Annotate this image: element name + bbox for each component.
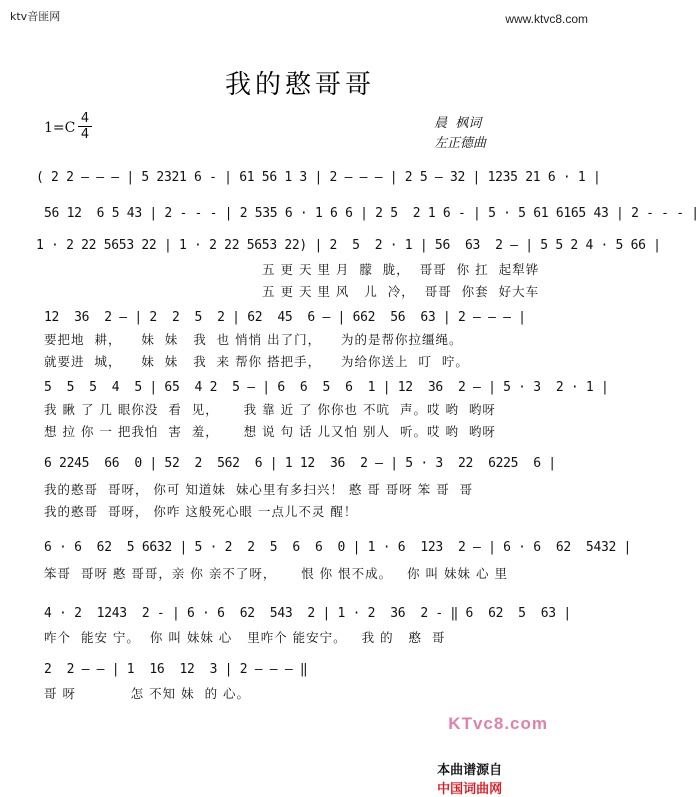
time-signature-top: 4 [80, 111, 90, 126]
lyrics-line-6-verse-2: 我的憨哥 哥呀， 你咋 这般死心眼 一点儿不灵 醒！ [44, 504, 358, 519]
score-line-5: 5 5 5 4 5 | 65 4 2 5 — | 6 6 5 6 1 | 12 36 2 — | 5 · 3 2 · 1 | [44, 380, 609, 395]
lyricist-credit: 晨 枫词 [434, 116, 482, 131]
score-line-1: ( 2 2 — — — | 5 2321 6 - | 61 56 1 3 | 2 — — — | 2 5 — 32 | 1235 21 6 · 1 | [36, 170, 601, 185]
lyrics-line-9: 哥 呀 怎 不知 妹 的 心。 [44, 686, 251, 701]
time-signature-bottom: 4 [80, 127, 90, 142]
lyrics-line-4-verse-1: 要把地 耕， 妹 妹 我 也 悄悄 出了门， 为的是帮你拉缰绳。 [44, 332, 463, 347]
time-signature [78, 112, 92, 141]
watermark-logo: KTvc8.com [448, 714, 548, 733]
key-signature: 1=C [44, 120, 76, 136]
score-line-6: 6 2245 66 0 | 52 2 562 6 | 1 12 36 2 — | 5 · 3 22 6225 6 | [44, 456, 556, 471]
song-title: 我的憨哥哥 [224, 70, 375, 100]
composer-credit: 左正德曲 [434, 136, 487, 151]
score-line-3: 1 · 2 22 5653 22 | 1 · 2 22 5653 22) | 2 5 2 · 1 | 56 63 2 — | 5 5 2 4 · 5 66 | [36, 238, 661, 253]
lyrics-line-3-verse-1: 五 更 天 里 月 朦 胧， 哥哥 你 扛 起犁铧 [262, 262, 540, 277]
lyrics-line-8: 咋个 能安 宁。 你 叫 妹妹 心 里咋个 能安宁。 我 的 憨 哥 [44, 630, 446, 645]
watermark-top-left: ktv音匪网 [10, 10, 61, 23]
footer-site-link[interactable]: 中国词曲网 [437, 782, 503, 797]
score-line-9: 2 2 — — | 1 16 12 3 | 2 — — — ‖ [44, 662, 308, 677]
lyrics-line-4-verse-2: 就要进 城， 妹 妹 我 来 帮你 搭把手， 为给你送上 叮 咛。 [44, 354, 469, 369]
score-line-8: 4 · 2 1243 2 - | 6 · 6 62 543 2 | 1 · 2 36 2 - ‖ 6 62 5 63 | [44, 606, 571, 621]
score-line-4: 12 36 2 — | 2 2 5 2 | 62 45 6 — | 662 56 63 | 2 — — — | [44, 310, 526, 325]
footer-prefix: 本曲谱源自 [437, 763, 503, 778]
lyrics-line-5-verse-2: 想 拉 你 一 把我怕 害 羞， 想 说 句 话 儿又怕 别人 听。哎 哟 哟呀 [44, 424, 496, 439]
lyrics-line-7: 笨哥 哥呀 憨 哥哥，亲 你 亲不了呀， 恨 你 恨不成。 你 叫 妹妹 心 里 [44, 566, 508, 581]
lyrics-line-5-verse-1: 我 瞅 了 几 眼你没 看 见， 我 靠 近 了 你你也 不吭 声。哎 哟 哟呀 [44, 402, 496, 417]
watermark-top-right[interactable]: www.ktvc8.com [505, 12, 588, 26]
score-line-2: 56 12 6 5 43 | 2 - - - | 2 535 6 · 1 6 6 | 2 5 2 1 6 - | 5 · 5 61 6165 43 | 2 - - - | [44, 206, 699, 221]
source-footer [428, 744, 502, 797]
lyrics-line-6-verse-1: 我的憨哥 哥呀， 你可 知道妹 妹心里有多扫兴！ 憨 哥 哥呀 笨 哥 哥 [44, 482, 474, 497]
lyrics-line-3-verse-2: 五 更 天 里 风 儿 冷， 哥哥 你套 好大车 [262, 284, 540, 299]
score-line-7: 6 · 6 62 5 6632 | 5 · 2 2 5 6 6 0 | 1 · 6 123 2 — | 6 · 6 62 5432 | [44, 540, 632, 555]
